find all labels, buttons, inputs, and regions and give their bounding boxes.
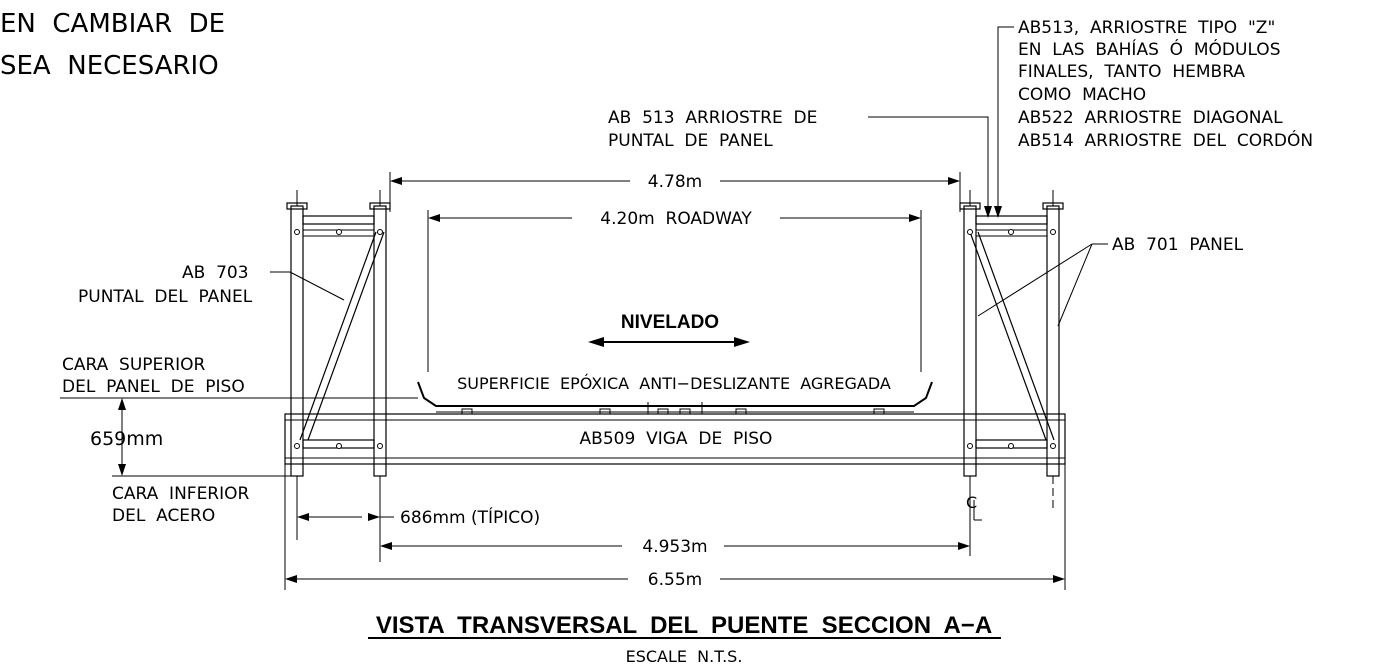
callout-ab703-line-2: PUNTAL DEL PANEL [78,287,253,307]
dim-686-label: 686mm (TÍPICO) [400,508,541,528]
left-panel-truss [287,190,390,490]
dim-478-label: 4.78m [647,172,703,192]
cara-superior-line-2: DEL PANEL DE PISO [62,377,245,397]
dim-roadway [428,209,921,372]
centerline-mark [966,493,982,520]
dim-roadway-label: 4.20m ROADWAY [600,209,752,229]
nivelado-arrow-left [588,337,604,347]
left-inner-vertical [374,206,386,476]
floor-beam [285,414,1065,464]
callout-ab701-leader-2 [1058,244,1092,326]
right-diagonal [970,232,1046,440]
right-top-chord [976,216,1047,224]
callout-ab703-line-1: AB 703 [182,263,249,283]
note-line-1: EN CAMBIAR DE [0,9,226,39]
cara-superior-line-1: CARA SUPERIOR [62,355,206,375]
cara-inferior-line-2: DEL ACERO [112,506,216,526]
callout-ab701 [978,235,1244,326]
dim-478 [390,172,960,212]
callout-ab701-label: AB 701 PANEL [1112,235,1244,255]
callout-ab513-z-line-6: AB514 ARRIOSTRE DEL CORDÓN [1018,131,1314,151]
drawing-scale: ESCALE N.T.S. [625,647,743,666]
callout-ab513-z [994,18,1313,218]
surface-label: SUPERFICIE EPÓXICA ANTI−DESLIZANTE AGREGADA [457,374,891,393]
nivelado-label: NIVELADO [620,312,720,333]
callout-ab513-z-line-5: AB522 ARRIOSTRE DIAGONAL [1018,108,1283,128]
right-panel-truss [960,190,1063,510]
callout-ab703 [78,263,344,307]
dim-655-label: 6.55m [647,570,703,590]
cara-inferior-line-1: CARA INFERIOR [112,484,250,504]
note-line-2: SEA NECESARIO [0,51,219,81]
dim-4953-label: 4.953m [642,537,708,557]
callout-ab703-leader [290,272,344,300]
nivelado-indicator [588,312,750,347]
right-outer-vertical [1047,206,1059,476]
drawing-title: VISTA TRANSVERSAL DEL PUENTE SECCION A−A [375,612,993,639]
centerline-label: C [966,493,978,512]
left-diagonal [300,232,376,440]
deck-surface [418,374,932,414]
callout-ab513-z-line-3: FINALES, TANTO HEMBRA [1018,62,1245,82]
right-inner-vertical [964,206,976,476]
callout-ab513-puntal [608,108,992,218]
callout-ab513-z-line-2: EN LAS BAHÍAS Ó MÓDULOS [1018,40,1281,60]
dim-659-label: 659mm [90,428,164,450]
callout-ab513-z-leader [998,27,1014,212]
callout-ab513-puntal-line-1: AB 513 ARRIOSTRE DE [608,108,818,128]
floor-beam-label: AB509 VIGA DE PISO [579,429,773,449]
nivelado-arrow-right [734,337,750,347]
callout-ab513-z-line-4: COMO MACHO [1018,85,1147,105]
title-block [368,612,1001,666]
callout-ab513-puntal-line-2: PUNTAL DE PANEL [608,131,773,151]
callout-ab513-z-line-1: AB513, ARRIOSTRE TIPO "Z" [1018,18,1276,38]
left-top-chord [303,216,374,224]
dim-686 [297,476,540,562]
